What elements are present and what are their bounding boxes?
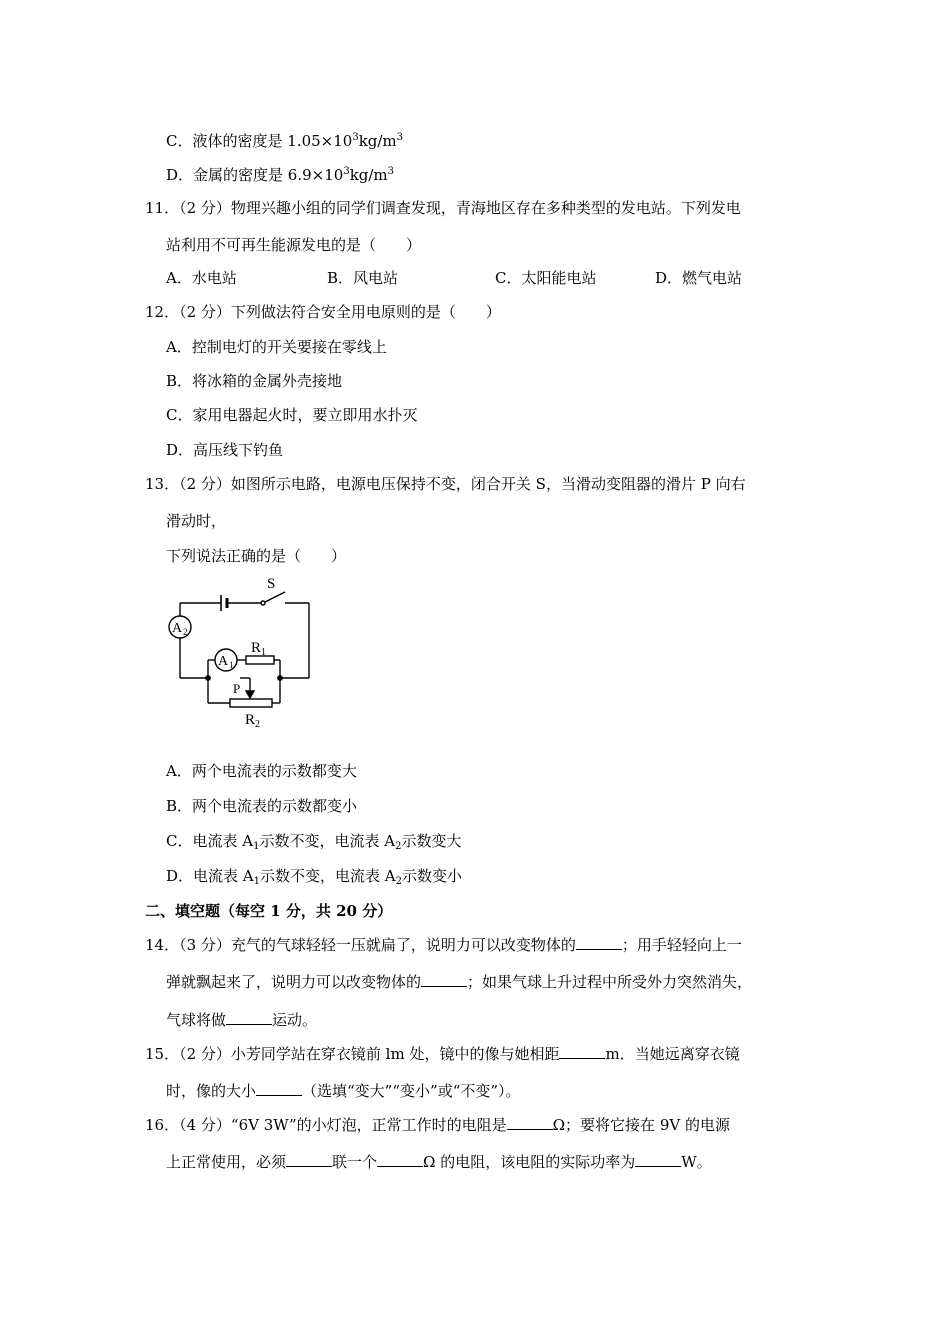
text: 示数不变，电流表 A [259, 832, 396, 850]
answer-blank[interactable] [559, 1044, 605, 1059]
q13-stem-line3: 下列说法正确的是（ ） [166, 547, 347, 565]
text: D．电流表 A [166, 867, 254, 885]
q13-option-d [166, 866, 462, 892]
option-label: C． [166, 132, 193, 150]
answer-blank[interactable] [507, 1115, 553, 1130]
text: Ω；要将它接在 9V 的电源 [552, 1116, 730, 1134]
r2-label: R [245, 712, 256, 728]
text: 气球将做 [166, 1011, 227, 1029]
answer-blank[interactable] [377, 1152, 423, 1167]
r1-subscript: 1 [261, 647, 266, 658]
q15-line1 [145, 1044, 740, 1064]
unit-exponent: 3 [396, 132, 404, 143]
switch-blade [265, 592, 285, 602]
q11-option-b: B．风电站 [327, 269, 399, 287]
q14-line3 [166, 1010, 317, 1030]
section-title: 二、填空题（每空 1 分，共 20 分） [145, 902, 393, 920]
answer-blank[interactable] [286, 1152, 332, 1167]
answer-blank[interactable] [421, 972, 467, 987]
text: 运动。 [272, 1011, 318, 1029]
q12-option-a: A．控制电灯的开关要接在零线上 [166, 338, 387, 356]
answer-blank[interactable] [256, 1081, 302, 1096]
exponent: 3 [352, 132, 359, 143]
ammeter-a1-subscript: 1 [229, 660, 234, 670]
subscript: 2 [395, 841, 402, 852]
q15-line2 [166, 1081, 521, 1101]
answer-blank[interactable] [576, 935, 622, 950]
text: 15．（2 分）小芳同学站在穿衣镜前 lm 处，镜中的像与她相距 [145, 1045, 560, 1063]
ammeter-a2-label: A [172, 621, 183, 636]
text: 14．（3 分）充气的气球轻轻一压就扁了，说明力可以改变物体的 [145, 936, 576, 954]
subscript: 2 [395, 876, 402, 887]
text: W。 [681, 1153, 712, 1171]
option-label: D． [166, 166, 194, 184]
text: 16．（4 分）“6V 3W”的小灯泡，正常工作时的电阻是 [145, 1116, 507, 1134]
option-text: 金属的密度是 6.9×10 [193, 166, 344, 184]
answer-blank[interactable] [635, 1152, 681, 1167]
r1-label: R [251, 640, 262, 656]
q11-option-a: A．水电站 [166, 269, 237, 287]
unit-exponent: 3 [387, 166, 395, 177]
q14-line1 [145, 935, 742, 955]
circuit-diagram [160, 572, 330, 732]
q13-stem-line1: 13．（2 分）如图所示电路，电源电压保持不变，闭合开关 S，当滑动变阻器的滑片 P 向右 [145, 475, 746, 493]
q16-line2 [166, 1152, 712, 1172]
q13-stem-line2: 滑动时， [166, 512, 227, 530]
q11-option-d: D．燃气电站 [655, 269, 743, 287]
option-text: 液体的密度是 1.05×10 [192, 132, 353, 150]
switch-pivot [261, 601, 265, 605]
text: ；如果气球上升过程中所受外力突然消失， [467, 973, 753, 991]
text: 上正常使用，必须 [166, 1153, 287, 1171]
switch-label: S [267, 576, 276, 592]
resistor-r1-icon [246, 656, 274, 664]
rheostat-r2-icon [230, 699, 272, 707]
q12-option-c: C．家用电器起火时，要立即用水扑灭 [166, 406, 418, 424]
q14-line2 [166, 972, 752, 992]
slider-p-label: P [233, 681, 241, 696]
text: ；用手轻轻向上一 [621, 936, 742, 954]
answer-blank[interactable] [226, 1010, 272, 1025]
q12-stem: 12．（2 分）下列做法符合安全用电原则的是（ ） [145, 303, 501, 321]
text: 弹就飘起来了，说明力可以改变物体的 [166, 973, 422, 991]
q10-option-d [166, 162, 394, 185]
q13-option-a: A．两个电流表的示数都变大 [166, 762, 357, 780]
q16-line1 [145, 1115, 730, 1135]
text: 示数变大 [401, 832, 462, 850]
text: 时，像的大小 [166, 1082, 257, 1100]
text: m．当她远离穿衣镜 [605, 1045, 740, 1063]
q12-option-b: B．将冰箱的金属外壳接地 [166, 372, 343, 390]
q11-stem-line2: 站利用不可再生能源发电的是（ ） [166, 236, 422, 254]
text: Ω 的电阻，该电阻的实际功率为 [423, 1153, 636, 1171]
unit: kg/m [349, 166, 388, 184]
text: （选填“变大”“变小”或“不变”）。 [302, 1082, 521, 1100]
exponent: 3 [343, 166, 350, 177]
q10-option-c [166, 128, 403, 151]
unit: kg/m [358, 132, 397, 150]
text: C．电流表 A [166, 832, 254, 850]
q13-option-c [166, 831, 461, 857]
text: 联一个 [332, 1153, 378, 1171]
ammeter-a2-subscript: 2 [183, 627, 188, 637]
q11-option-c: C．太阳能电站 [495, 269, 597, 287]
q12-option-d: D．高压线下钓鱼 [166, 441, 284, 459]
ammeter-a1-label: A [218, 654, 229, 669]
q11-stem-line1: 11．（2 分）物理兴趣小组的同学们调查发现，青海地区存在多种类型的发电站。下列发电 [145, 199, 741, 217]
r2-subscript: 2 [255, 719, 260, 730]
subscript: 1 [253, 841, 260, 852]
text: 示数变小 [402, 867, 463, 885]
q13-option-b: B．两个电流表的示数都变小 [166, 797, 358, 815]
text: 示数不变，电流表 A [260, 867, 396, 885]
subscript: 1 [253, 876, 261, 887]
slider-p-arrow-icon [246, 691, 254, 698]
